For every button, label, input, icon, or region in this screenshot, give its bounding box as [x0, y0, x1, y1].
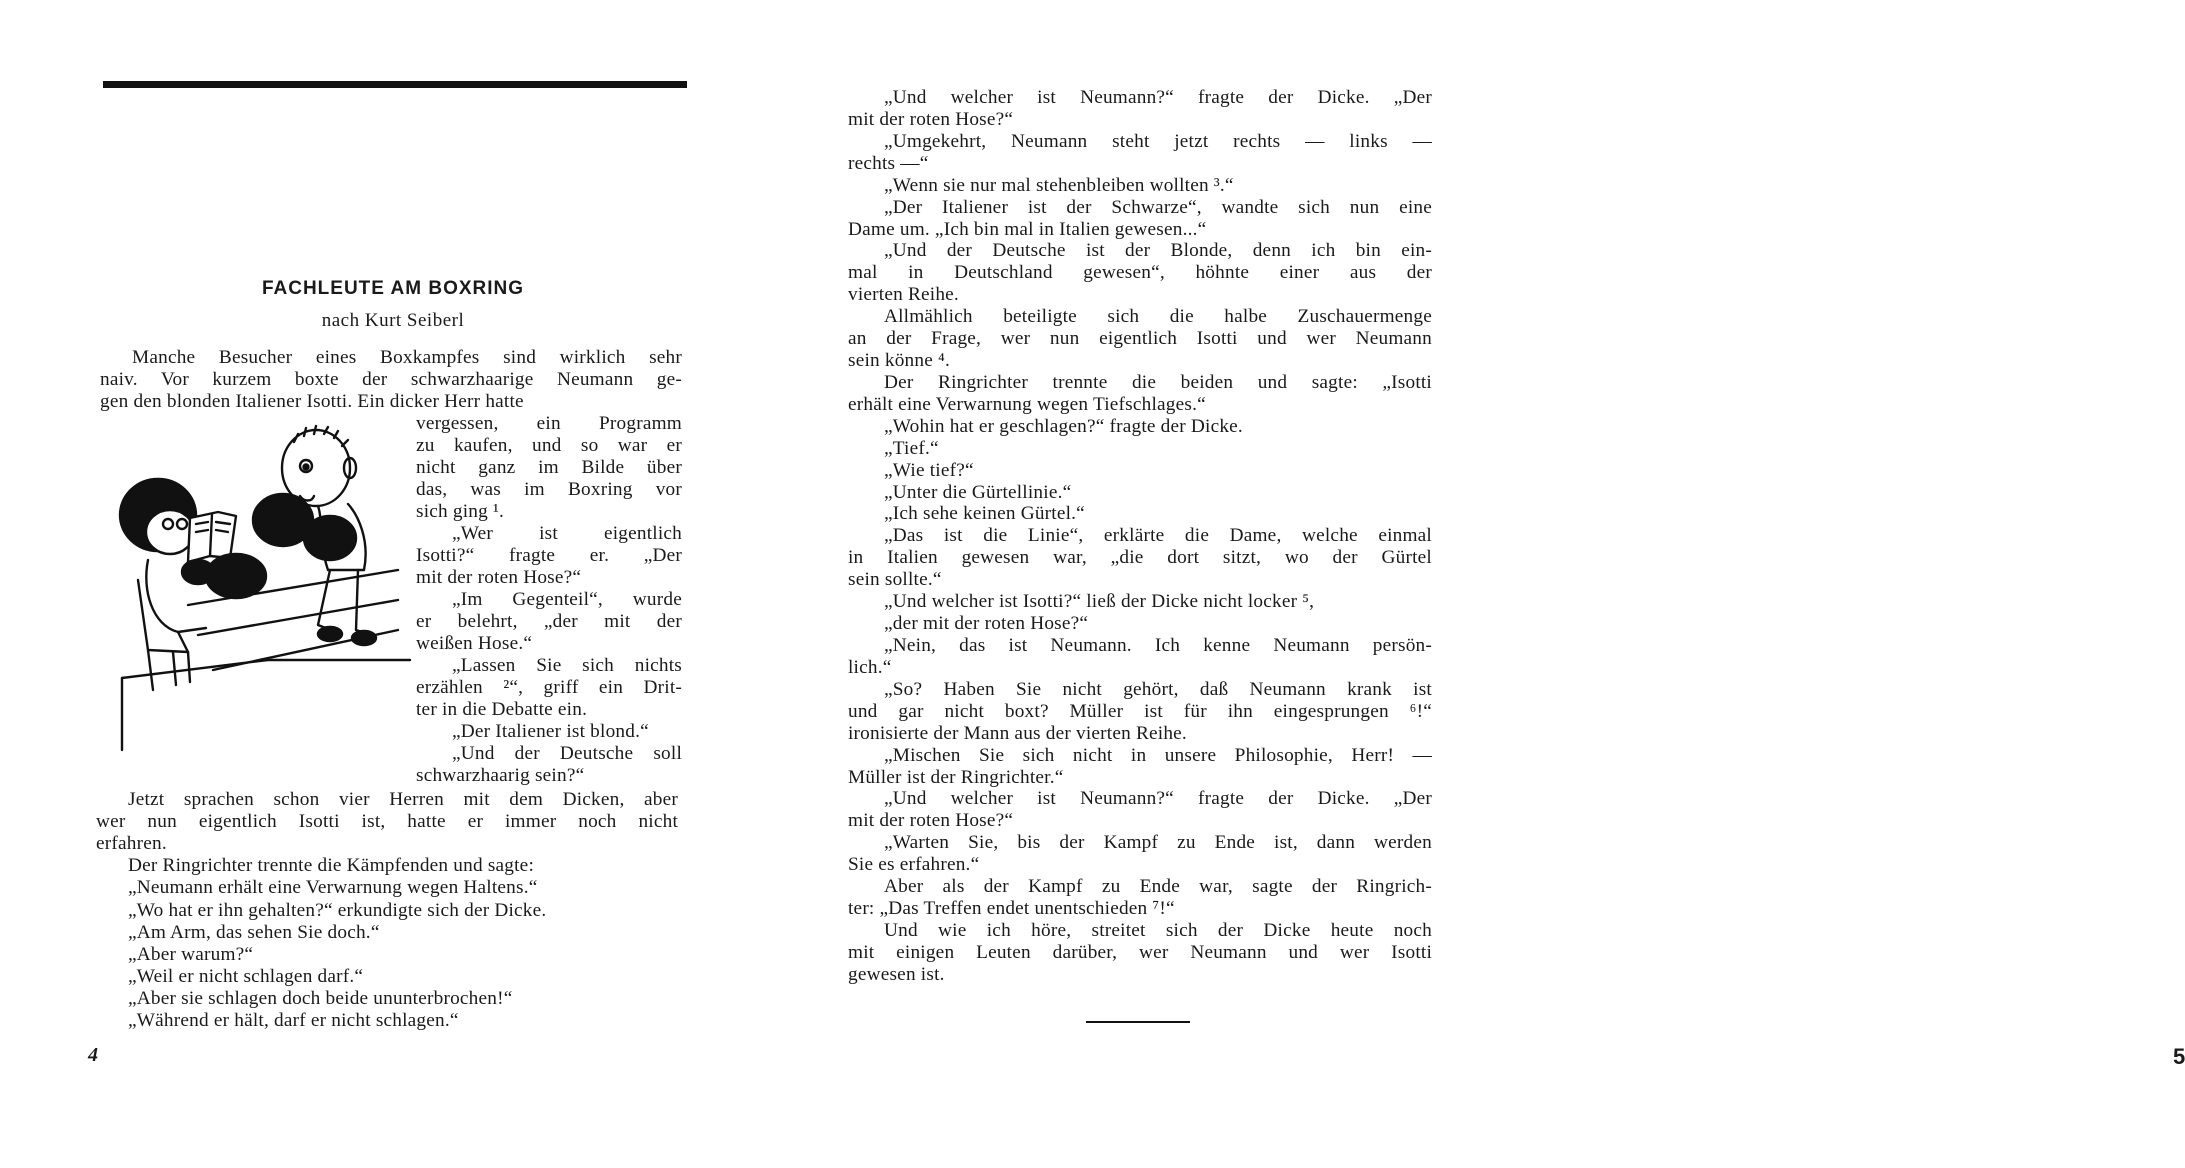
text-line: „Umgekehrt, Neumann steht jetzt rechts — links — — [884, 130, 1432, 152]
text-line: „Tief.“ — [884, 437, 939, 459]
text-line: lich.“ — [848, 656, 892, 678]
text-line: „Und der Deutsche ist der Blonde, denn ich bin ein- — [884, 240, 1432, 262]
text-line: rechts —“ — [848, 152, 929, 174]
text-line: „Nein, das ist Neumann. Ich kenne Neumann persön- — [884, 635, 1432, 656]
text-line: an der Frage, wer nun eigentlich Isotti und wer Neumann — [848, 328, 1432, 350]
story-title: FACHLEUTE AM BOXRING — [261, 278, 525, 299]
page-number-right: 5 — [2173, 1044, 2185, 1069]
right-page — [759, 0, 2185, 1168]
text-line: „Aber sie schlagen doch beide ununterbrochen!“ — [128, 987, 513, 1009]
text-line: und gar nicht boxt? Müller ist für ihn eingesprungen ⁶!“ — [848, 700, 1432, 722]
text-line: „Der Italiener ist der Schwarze“, wandte sich nun eine — [884, 196, 1432, 218]
text-line: ter: „Das Treffen endet unentschieden ⁷!“ — [848, 898, 1175, 920]
text-line: nicht ganz im Bilde über — [416, 457, 682, 478]
text-line: „Aber warum?“ — [128, 943, 254, 965]
text-line: weißen Hose.“ — [416, 633, 533, 654]
text-line: Aber als der Kampf zu Ende war, sagte der Ringrich- — [884, 876, 1432, 898]
text-line: „Lassen Sie sich nichts — [452, 655, 682, 676]
text-line: Der Ringrichter trennte die beiden und sagte: „Isotti — [884, 371, 1432, 393]
text-line: „Wohin hat er geschlagen?“ fragte der Dicke. — [884, 415, 1243, 437]
text-line: er belehrt, „der mit der — [416, 611, 682, 632]
text-line: sein sollte.“ — [848, 569, 942, 591]
text-line: „Wenn sie nur mal stehenbleiben wollten ³.“ — [884, 174, 1234, 196]
text-line: „Mischen Sie sich nicht in unsere Philosophie, Herr! — — [884, 744, 1432, 766]
text-line: „Im Gegenteil“, wurde — [452, 589, 682, 610]
story-subtitle: nach Kurt Seiberl — [321, 310, 465, 331]
text-line: „Und welcher ist Isotti?“ ließ der Dicke nicht locker ⁵, — [884, 591, 1315, 613]
text-line: erhält eine Verwarnung wegen Tiefschlages.“ — [848, 393, 1206, 415]
text-line: vierten Reihe. — [848, 284, 959, 306]
text-line: wer nun eigentlich Isotti ist, hatte er immer noch nicht — [96, 811, 678, 833]
text-line: ter in die Debatte ein. — [416, 699, 588, 720]
text-line: „Und welcher ist Neumann?“ fragte der Dicke. „Der — [884, 87, 1432, 108]
text-line: „Das ist die Linie“, erklärte die Dame, welche einmal — [884, 525, 1432, 547]
text-line: Manche Besucher eines Boxkampfes sind wirklich sehr — [132, 347, 682, 368]
text-line: Dame um. „Ich bin mal in Italien gewesen...“ — [848, 218, 1207, 240]
text-line: gewesen ist. — [848, 963, 945, 985]
text-line: gen den blonden Italiener Isotti. Ein dicker Herr hatte — [100, 391, 524, 412]
text-line: erfahren. — [96, 833, 167, 855]
text-line: „Und der Deutsche soll — [452, 743, 682, 764]
text-line: „Der Italiener ist blond.“ — [452, 721, 649, 742]
page-number-left: 4 — [88, 1044, 98, 1066]
text-line: mit einigen Leuten darüber, wer Neumann und wer Isotti — [848, 941, 1432, 963]
text-line: „Ich sehe keinen Gürtel.“ — [884, 503, 1085, 525]
text-line: zu kaufen, und so war er — [416, 435, 682, 456]
text-line: „der mit der roten Hose?“ — [884, 613, 1089, 635]
boxing-cartoon-illustration — [118, 420, 410, 750]
text-line: „Während er hält, darf er nicht schlagen.“ — [128, 1010, 459, 1031]
text-line: „Weil er nicht schlagen darf.“ — [128, 965, 364, 987]
text-line: das, was im Boxring vor — [416, 479, 682, 500]
text-line: mit der roten Hose?“ — [848, 108, 1014, 130]
text-line: in Italien gewesen war, „die dort sitzt, wo der Gürtel — [848, 547, 1432, 569]
text-line: erzählen ²“, griff ein Drit- — [416, 677, 682, 698]
left-page — [0, 0, 759, 1168]
text-line: ironisierte der Mann aus der vierten Reihe. — [848, 722, 1187, 744]
text-line: „Warten Sie, bis der Kampf zu Ende ist, dann werden — [884, 832, 1432, 854]
text-line: sein könne ⁴. — [848, 350, 950, 372]
text-line: Und wie ich höre, streitet sich der Dicke heute noch — [884, 919, 1432, 941]
text-line: mit der roten Hose?“ — [416, 567, 582, 588]
text-line: „Am Arm, das sehen Sie doch.“ — [128, 921, 380, 943]
text-line: Jetzt sprachen schon vier Herren mit dem Dicken, aber — [128, 789, 678, 810]
text-line: Sie es erfahren.“ — [848, 854, 980, 876]
text-line: mal in Deutschland gewesen“, höhnte einer aus der — [848, 262, 1432, 284]
text-line: „Und welcher ist Neumann?“ fragte der Dicke. „Der — [884, 788, 1432, 810]
text-line: „Unter die Gürtellinie.“ — [884, 481, 1072, 503]
text-line: Isotti?“ fragte er. „Der — [416, 545, 682, 566]
text-line: „Neumann erhält eine Verwarnung wegen Haltens.“ — [128, 877, 538, 899]
text-line: Der Ringrichter trennte die Kämpfenden und sagte: — [128, 855, 534, 877]
text-line: mit der roten Hose?“ — [848, 810, 1014, 832]
text-line: Allmählich beteiligte sich die halbe Zuschauermenge — [884, 306, 1432, 328]
text-line: schwarzhaarig sein?“ — [416, 765, 585, 786]
text-line: „Wie tief?“ — [884, 459, 974, 481]
text-line: Müller ist der Ringrichter.“ — [848, 766, 1064, 788]
text-line: naiv. Vor kurzem boxte der schwarzhaarige Neumann ge- — [100, 369, 682, 390]
top-rule — [103, 81, 687, 88]
end-rule — [1086, 1021, 1190, 1023]
text-line: „Wer ist eigentlich — [452, 523, 682, 544]
text-line: vergessen, ein Programm — [416, 413, 682, 434]
text-line: „So? Haben Sie nicht gehört, daß Neumann krank ist — [884, 678, 1432, 700]
text-line: „Wo hat er ihn gehalten?“ erkundigte sich der Dicke. — [128, 899, 547, 921]
text-line: sich ging ¹. — [416, 501, 504, 522]
